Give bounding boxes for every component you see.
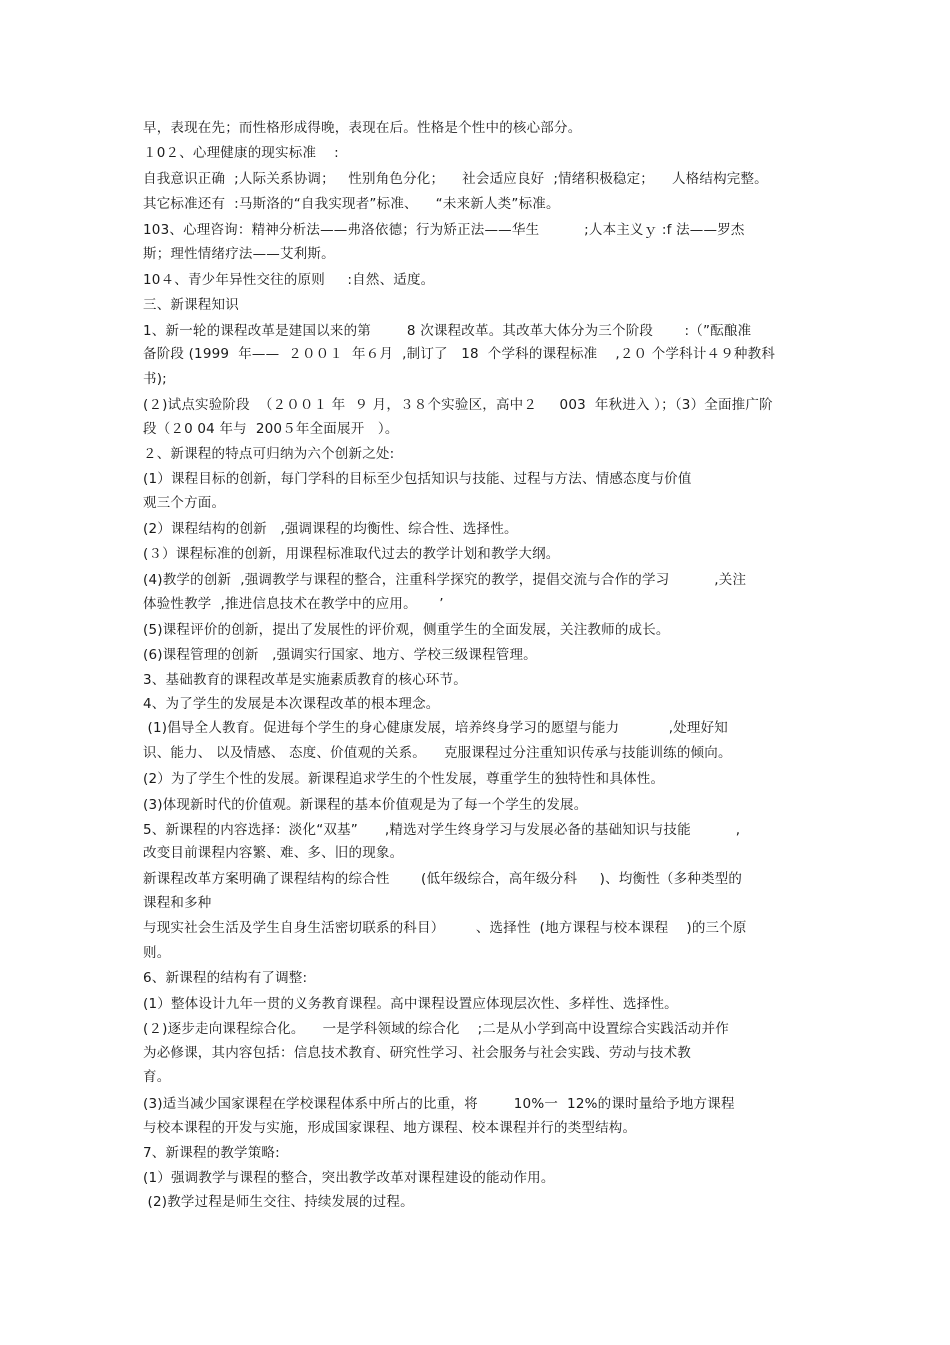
text-line: (3)体现新时代的价值观。新课程的基本价值观是为了每一个学生的发展。 (143, 797, 588, 813)
section-heading: 三、新课程知识 (143, 297, 239, 313)
text-line: (1）强调教学与课程的整合，突出教学改革对课程建设的能动作用。 (143, 1170, 555, 1186)
text-line: 课程和多种 (143, 895, 212, 911)
text-line: (1）整体设计九年一贯的义务教育课程。高中课程设置应体现层次性、多样性、选择性。 (143, 996, 678, 1012)
text-line: (2）为了学生个性的发展。新课程追求学生的个性发展，尊重学生的独特性和具体性。 (143, 771, 665, 787)
text-line: (2）课程结构的创新 ,强调课程的均衡性、综合性、选择性。 (143, 521, 518, 537)
text-line: 新课程改革方案明确了课程结构的综合性 (低年级综合，高年级分科 )、均衡性（多种类型的 (143, 871, 743, 887)
text-line: (３）课程标准的创新，用课程标准取代过去的教学计划和教学大纲。 (143, 546, 560, 562)
text-line: 为必修课，其内容包括：信息技术教育、研究性学习、社会服务与社会实践、劳动与技术教 (143, 1045, 691, 1061)
text-line: (２)逐步走向课程综合化。 一是学科领域的综合化 ;二是从小学到高中设置综合实践活动并作 (143, 1021, 729, 1037)
text-line: (2)教学过程是师生交往、持续发展的过程。 (143, 1194, 414, 1210)
text-line: 7、新课程的教学策略: (143, 1145, 280, 1161)
text-line: (２)试点实验阶段 （２００１ 年 ９ 月，３８个实验区，高中２ 003 年秋进入 ）；（3）全面推广阶 (143, 397, 773, 413)
text-line: 5、新课程的内容选择：淡化“双基” ,精选对学生终身学习与发展必备的基础知识与技能 , (143, 822, 741, 838)
text-line: 改变目前课程内容繁、难、多、旧的现象。 (143, 845, 404, 861)
text-line: 早，表现在先；而性格形成得晚，表现在后。性格是个性中的核心部分。 (143, 120, 582, 136)
text-line: 识、能力、 以及情感、 态度、价值观的关系。 克服课程过分注重知识传承与技能训练的倾向。 (143, 745, 732, 761)
text-line: 自我意识正确 ;人际关系协调； 性别角色分化； 社会适应良好 ;情绪积极稳定； 人格结构完整。 (143, 171, 768, 187)
text-line: 观三个方面。 (143, 495, 226, 511)
text-line: (6)课程管理的创新 ,强调实行国家、地方、学校三级课程管理。 (143, 647, 537, 663)
text-line: (3)适当减少国家课程在学校课程体系中所占的比重，将 10%一 12%的课时量给予地方课程 (143, 1096, 735, 1112)
text-line: 3、基础教育的课程改革是实施素质教育的核心环节。 (143, 672, 467, 688)
text-line: 103、心理咨询：精神分析法——弗洛依德；行为矫正法——华生 ;人本主义ｙ :f 法——罗杰 (143, 222, 745, 238)
text-line: (4)教学的创新 ,强调教学与课程的整合，注重科学探究的教学，提倡交流与合作的学习 ,关注 (143, 572, 747, 588)
text-line: 6、新课程的结构有了调整: (143, 970, 308, 986)
text-line: (5)课程评价的创新，提出了发展性的评价观，侧重学生的全面发展，关注教师的成长。 (143, 622, 670, 638)
text-line: 10４、青少年异性交往的原则 :自然、适度。 (143, 272, 435, 288)
text-line: 斯；理性情绪疗法——艾利斯。 (143, 246, 335, 262)
text-line: (1）课程目标的创新，每门学科的目标至少包括知识与技能、过程与方法、情感态度与价值 (143, 471, 692, 487)
text-line: 书); (143, 371, 167, 387)
text-line: 1、新一轮的课程改革是建国以来的第 8 次课程改革。其改革大体分为三个阶段 :（”酝酿准 (143, 323, 752, 339)
text-line: 体验性教学 ,推进信息技术在教学中的应用。 ’ (143, 596, 444, 612)
text-line: 与现实社会生活及学生自身生活密切联系的科目） 、选择性 (地方课程与校本课程 )的三个原 (143, 920, 747, 936)
text-line: ２、新课程的特点可归纳为六个创新之处: (143, 446, 395, 462)
text-line: 段（２0 04 年与 200５年全面展开 ）。 (143, 421, 399, 437)
text-line: １0２、心理健康的现实标准 : (143, 145, 339, 161)
text-line: 4、为了学生的发展是本次课程改革的根本理念。 (143, 696, 440, 712)
text-line: 备阶段 (1999 年—— ２００１ 年６月 ,制订了 18 个学科的课程标准 ,２０ 个学科计４９种教科 (143, 346, 776, 362)
text-line: 与校本课程的开发与实施，形成国家课程、地方课程、校本课程并行的类型结构。 (143, 1120, 637, 1136)
text-line: 育。 (143, 1069, 171, 1085)
text-line: 则。 (143, 945, 171, 961)
text-line: 其它标准还有 :马斯洛的“自我实现者”标准、 “未来新人类”标准。 (143, 196, 560, 212)
text-line: (1)倡导全人教育。促进每个学生的身心健康发展，培养终身学习的愿望与能力 ,处理好知 (143, 720, 729, 736)
